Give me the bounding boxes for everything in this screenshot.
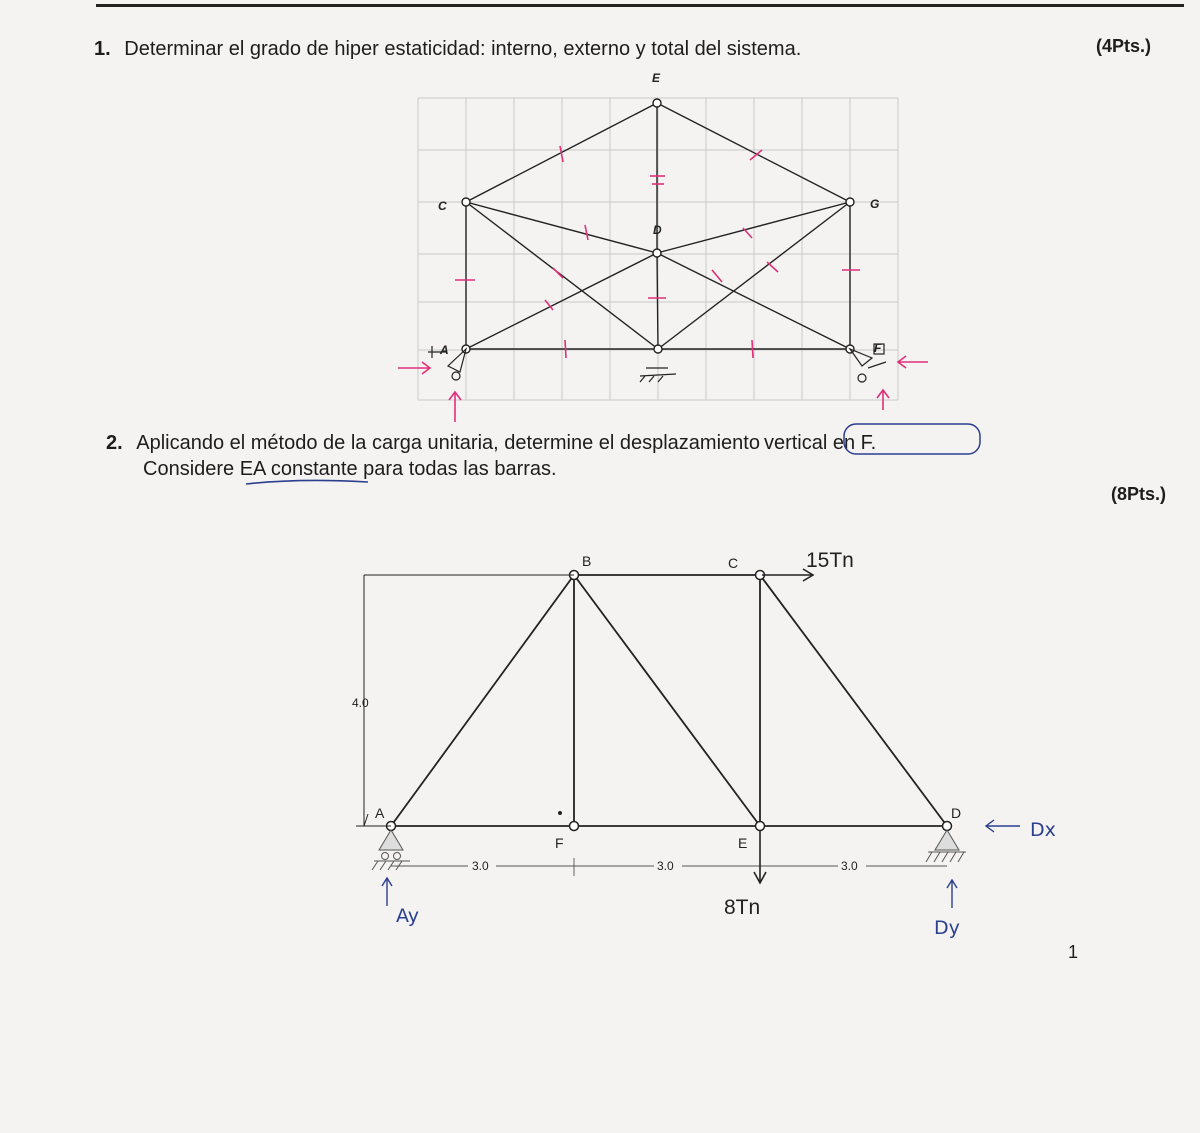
member-cd [760, 575, 947, 826]
load-15tn-label: 15Tn [806, 549, 854, 572]
label-c2: C [728, 555, 739, 571]
handwritten-ay: Ay [396, 905, 419, 927]
span-dim-2: 3.0 [657, 859, 674, 873]
figure-2 [352, 549, 1056, 939]
span-dim-3: 3.0 [841, 859, 858, 873]
highlight-box-vertical [844, 424, 980, 454]
load-8tn-label: 8Tn [724, 896, 761, 919]
question-1-text: Determinar el grado de hiper estaticidad: interno, externo y total del sistema. [124, 38, 802, 60]
question-2-text-b: Considere [143, 458, 240, 480]
member-ab [391, 575, 574, 826]
node-e [653, 99, 661, 107]
load-8tn-arrow [754, 830, 766, 883]
label-g: G [870, 197, 880, 211]
label-b2: B [582, 553, 592, 569]
node-g [846, 198, 854, 206]
truss-2-members [391, 575, 947, 826]
member-be [574, 575, 760, 826]
label-d: D [653, 223, 662, 237]
question-2-points: (8Pts.) [1111, 484, 1167, 504]
label-f2: F [555, 835, 564, 851]
label-a2: A [375, 805, 385, 821]
label-e: E [652, 71, 661, 85]
node-e2 [756, 822, 765, 831]
underline-ea-constante [246, 480, 368, 484]
page-number: 1 [1068, 942, 1079, 962]
ink-dot [558, 811, 562, 815]
question-2-underlined-ea: EA constante [239, 458, 358, 480]
handwritten-dy: Dy [934, 917, 960, 939]
height-dim-label: 4.0 [352, 696, 369, 710]
question-2-highlight-vertical: vertical en F. [763, 432, 877, 454]
question-2-number: 2. [106, 432, 123, 454]
node-c [462, 198, 470, 206]
label-f: F [874, 341, 882, 355]
height-dimension [356, 575, 574, 826]
label-e2: E [738, 835, 748, 851]
node-d [653, 249, 661, 257]
question-2-text-a: Aplicando el método de la carga unitaria, determine el desplazamiento [136, 432, 760, 454]
member-dm [657, 253, 658, 349]
handwritten-dx: Dx [1030, 819, 1056, 841]
node-f2 [570, 822, 579, 831]
span-dim-1: 3.0 [472, 859, 489, 873]
truss-2-nodes [387, 571, 952, 831]
support-a-fig2 [372, 830, 410, 870]
figure-1 [398, 71, 928, 422]
node-m [654, 345, 662, 353]
question-2-text-c: para todas las barras. [357, 458, 557, 480]
question-1-points: (4Pts.) [1096, 36, 1152, 56]
support-d-fig2 [926, 830, 966, 862]
label-d2: D [951, 805, 962, 821]
pink-reaction-arrows [398, 356, 928, 422]
question-1-number: 1. [94, 38, 111, 60]
label-a: A [440, 343, 449, 357]
label-c: C [438, 199, 447, 213]
